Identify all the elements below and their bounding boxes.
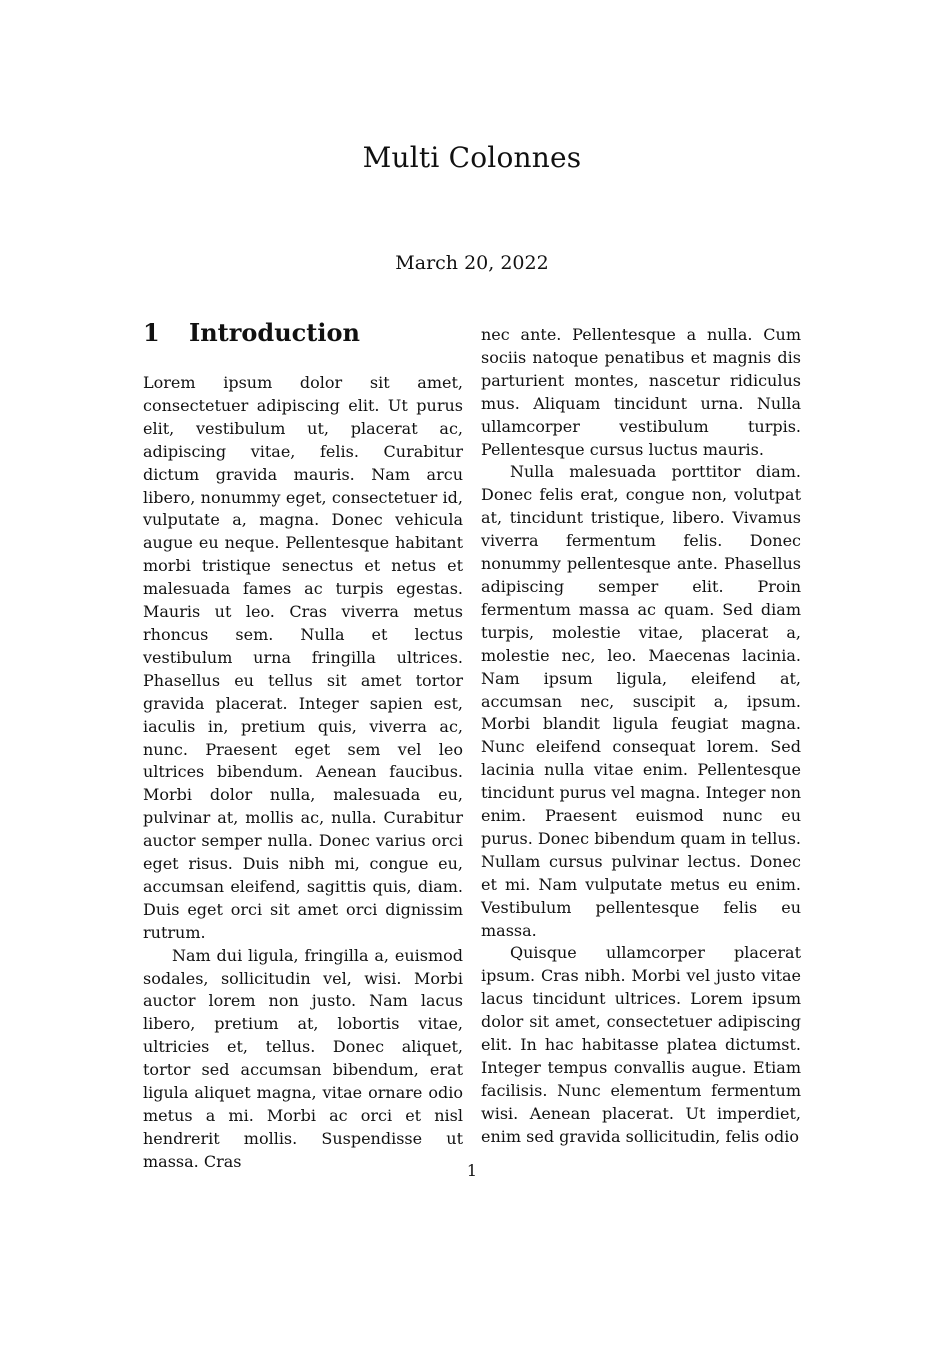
right-column (481, 324, 801, 1149)
section-heading (143, 318, 463, 348)
paragraph-2-continued: nec ante. Pellentesque a nulla. Cum sociis natoque penatibus et magnis dis parturient montes, nascetur ridiculus mus. Aliquam tincidunt urna. Nulla ullamcorper vestibulum turpis. Pellentesque cursus luctus mauris. (481, 325, 801, 459)
paragraph-1: Lorem ipsum dolor sit amet, consectetuer adipiscing elit. Ut purus elit, vestibulum ut, placerat ac, adipiscing vitae, felis. Curabitur dictum gravida mauris. Nam arcu libero, nonummy eget, consectetuer id, vulputate a, magna. Donec vehicula augue eu neque. Pellentesque habitant morbi tristique senectus et netus et malesuada fames ac turpis egestas. Mauris ut leo. Cras viverra metus rhoncus sem. Nulla et lectus vestibulum urna fringilla ultrices. Phasellus eu tellus sit amet tortor gravida placerat. Integer sapien est, iaculis in, pretium quis, viverra ac, nunc. Praesent eget sem vel leo ultrices bibendum. Aenean faucibus. Morbi dolor nulla, malesuada eu, pulvinar at, mollis ac, nulla. Curabitur auctor semper nulla. Donec varius orci eget risus. Duis nibh mi, congue eu, accumsan eleifend, sagittis quis, diam. Duis eget orci sit amet orci dignissim rutrum. (143, 373, 463, 942)
document-title: Multi Colonnes (362, 141, 582, 174)
left-column (143, 318, 463, 1174)
page-number: 1 (466, 1161, 478, 1180)
document-date: March 20, 2022 (395, 252, 549, 274)
paragraph-2: Nam dui ligula, fringilla a, euismod sodales, sollicitudin vel, wisi. Morbi auctor lorem non justo. Nam lacus libero, pretium at, lobortis vitae, ultricies et, tellus. Donec aliquet, tortor sed accumsan bibendum, erat ligula aliquet magna, vitae ornare odio metus a mi. Morbi ac orci et nisl hendrerit mollis. Suspendisse ut massa. Cras (143, 945, 463, 1171)
section-title: Introduction (189, 318, 360, 347)
section-number: 1 (143, 318, 160, 347)
paragraph-3: Nulla malesuada porttitor diam. Donec felis erat, congue non, volutpat at, tincidunt tristique, libero. Vivamus viverra fermentum felis. Donec nonummy pellentesque ante. Phasellus adipiscing semper elit. Proin fermentum massa ac quam. Sed diam turpis, molestie vitae, placerat a, molestie nec, leo. Maecenas lacinia. Nam ipsum ligula, eleifend at, accumsan nec, suscipit a, ipsum. Morbi blandit ligula feugiat magna. Nunc eleifend consequat lorem. Sed lacinia nulla vitae enim. Pellentesque tincidunt purus vel magna. Integer non enim. Praesent euismod nunc eu purus. Donec bibendum quam in tellus. Nullam cursus pulvinar lectus. Donec et mi. Nam vulputate metus eu enim. Vestibulum pellentesque felis eu massa. (481, 462, 801, 940)
paragraph-4: Quisque ullamcorper placerat ipsum. Cras nibh. Morbi vel justo vitae lacus tincidunt ultrices. Lorem ipsum dolor sit amet, consectetuer adipiscing elit. In hac habitasse platea dictumst. Integer tempus convallis augue. Etiam facilisis. Nunc elementum fermentum wisi. Aenean placerat. Ut imperdiet, enim sed gravida sollicitudin, felis odio (481, 943, 801, 1146)
